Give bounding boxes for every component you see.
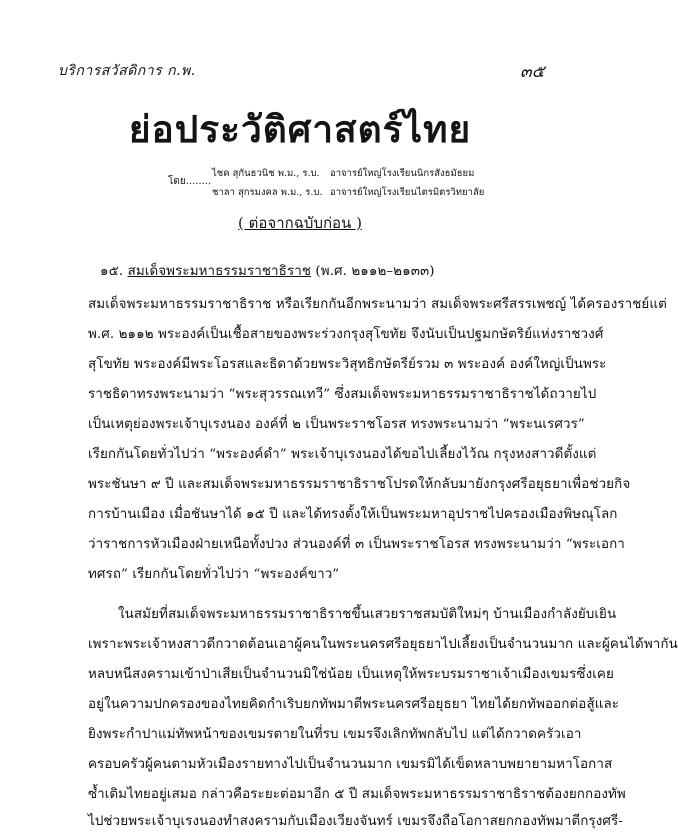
body-line: การบ้านเมือง เมื่อชันษาได้ ๑๕ ปี และได้ทรงตั้งให้เป็นพระมหาอุปราชไปครองเมืองพิษณุโลก	[88, 507, 618, 522]
section-heading-line	[100, 260, 566, 281]
body-line: สุโขทัย พระองค์มีพระโอรสและธิดาด้วยพระวิสุทธิกษัตรีย์รวม ๓ พระองค์ องค์ใหญ่เป็นพระ	[88, 357, 607, 372]
body-line: ทศรถ” เรียกกันโดยทั่วไปว่า “พระองค์ขาว”	[88, 567, 340, 582]
body-line: อยู่ในความปกครองของไทยคิดกำเริบยกทัพมาตีพระนครศรีอยุธยา ไทยได้ยกทัพออกต่อสู้และ	[88, 697, 620, 712]
body-line: ไปช่วยพระเจ้าบุเรงนองทำสงครามกับเมืองเวียงจันทร์ เขมรจึงถือโอกาสยกกองทัพมาตีกรุงศรี-	[88, 814, 623, 829]
body-line: พ.ศ. ๒๑๑๒ พระองค์เป็นเชื้อสายของพระร่วงกรุงสุโขทัย จึงนับเป็นปฐมกษัตริย์แห่งราชวงศ์	[88, 327, 604, 342]
body-line: ซ้ำเติมไทยอยู่เสมอ กล่าวคือระยะต่อมาอีก ๕ ปี สมเด็จพระมหาธรรมราชาธิราชต้องยกกองทัพ	[88, 787, 626, 802]
body-line: ครอบครัวผู้คนตามหัวเมืองรายทางไปเป็นจำนวนมาก เขมรมิได้เข็ดหลาบพยายามหาโอกาส	[88, 757, 613, 772]
body-line: สมเด็จพระมหาธรรมราชาธิราช หรือเรียกกันอีกพระนามว่า สมเด็จพระศรีสรรเพชญ์ ได้ครองราชย์แต่	[88, 297, 667, 312]
author-1-position: อาจารย์ใหญ่โรงเรียนนิกรสังธมัธยม	[330, 168, 475, 179]
author-1-name: ไชค สุกันธวนิช พ.ม., ร.บ.	[212, 168, 320, 179]
section-heading: สมเด็จพระมหาธรรมราชาธิราช	[127, 264, 312, 279]
body-line: ยิงพระกำปาแม่ทัพหน้าของเขมรตายในที่รบ เขมรจึงเลิกทัพกลับไป แต่ได้กวาดครัวเอา	[88, 727, 582, 742]
section-number: ๑๕.	[100, 264, 124, 279]
author-2-position: อาจารย์ใหญ่โรงเรียนไตรมิตรวิทยาลัย	[330, 187, 485, 198]
body-line: หลบหนีสงครามเข้าป่าเสียเป็นจำนวนมิใช่น้อย เป็นเหตุให้พระบรมราชาเจ้าเมืองเขมรซึ่งเคย	[88, 667, 614, 682]
author-2-name: ชาลา สุกรมงคล พ.ม., ร.บ.	[212, 187, 323, 198]
page-number: ๓๕	[520, 62, 545, 82]
publisher-header: บริการสวัสดิการ ก.พ.	[58, 63, 196, 79]
body-line: ว่าราชการหัวเมืองฝ่ายเหนือทั้งปวง ส่วนองค์ที่ ๓ เป็นพระราชโอรส ทรงพระนามว่า “พระเอกา	[88, 537, 625, 552]
authors-prefix: โดย........	[168, 176, 212, 187]
body-line: เพราะพระเจ้าหงสาวดีกวาดต้อนเอาผู้คนในพระนครศรีอยุธยาไปเลี้ยงเป็นจำนวนมาก และผู้คนได้พากัน	[88, 637, 678, 652]
continued-label: ( ต่อจากฉบับก่อน )	[238, 214, 362, 232]
body-line: ราชธิดาทรงพระนามว่า “พระสุวรรณเทวี” ซึ่งสมเด็จพระมหาธรรมราชาธิราชได้ถวายไป	[88, 387, 597, 402]
body-line: พระชันษา ๙ ปี และสมเด็จพระมหาธรรมราชาธิราชโปรดให้กลับมายังกรุงศรีอยุธยาเพื่อช่วยกิจ	[88, 477, 631, 492]
page-title: ย่อประวัติศาสตร์ไทย	[128, 107, 472, 151]
body-line: ในสมัยที่สมเด็จพระมหาธรรมราชาธิราชขึ้นเสวยราชสมบัติใหม่ๆ บ้านเมืองกำลังยับเยิน	[118, 607, 617, 622]
section-years: (พ.ศ. ๒๑๑๒–๒๑๓๓)	[315, 264, 435, 279]
body-line: เรียกกันโดยทั่วไปว่า “พระองค์ดำ” พระเจ้าบุเรงนองได้ขอไปเลี้ยงไว้ณ กรุงหงสาวดีตั้งแต่	[88, 447, 597, 462]
body-line: เป็นเหตุย่องพระเจ้าบุเรงนอง องค์ที่ ๒ เป็นพระราชโอรส ทรงพระนามว่า “พระนเรศวร”	[88, 417, 585, 432]
